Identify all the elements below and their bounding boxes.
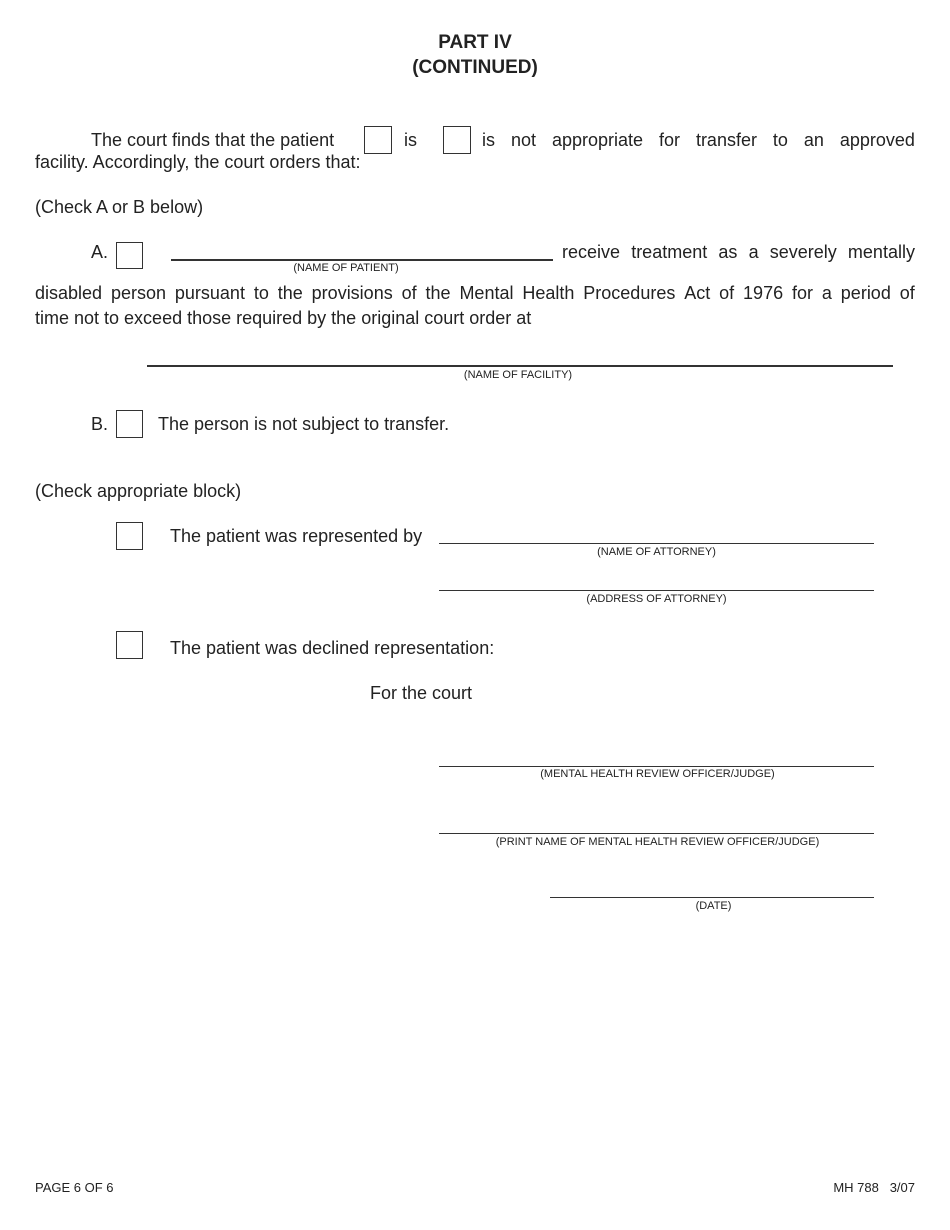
- finding-is: is: [404, 130, 417, 150]
- attorney-name-line[interactable]: [439, 543, 874, 544]
- finding-intro: The court finds that the patient: [91, 130, 335, 150]
- option-b-text: The person is not subject to transfer.: [158, 414, 450, 434]
- represented-text: The patient was represented by: [170, 526, 423, 546]
- option-b-label: B.: [91, 414, 109, 434]
- represented-checkbox[interactable]: [116, 522, 143, 550]
- form-id: MH 788 3/07: [833, 1180, 915, 1195]
- is-appropriate-checkbox[interactable]: [364, 126, 392, 154]
- option-b-checkbox[interactable]: [116, 410, 143, 438]
- facility-name-caption: (NAME OF FACILITY): [463, 369, 573, 381]
- check-block-instruction: (Check appropriate block): [35, 481, 242, 501]
- is-not-appropriate-checkbox[interactable]: [443, 126, 471, 154]
- date-caption: (DATE): [695, 900, 732, 912]
- finding-is-not-text: is not appropriate for transfer to an approved: [482, 130, 915, 150]
- option-a-body-line1: disabled person pursuant to the provisions of the Mental Health Procedures Act of 1976 for a period of: [35, 283, 915, 303]
- option-a-body-line2: time not to exceed those required by the original court order at: [35, 308, 532, 328]
- officer-signature-line[interactable]: [439, 766, 874, 767]
- page-title: PART IV: [438, 32, 512, 53]
- attorney-name-caption: (NAME OF ATTORNEY): [597, 546, 716, 558]
- date-line[interactable]: [550, 897, 874, 898]
- option-a-label: A.: [91, 242, 109, 262]
- option-a-checkbox[interactable]: [116, 242, 143, 269]
- declined-checkbox[interactable]: [116, 631, 143, 659]
- option-a-receive-text: receive treatment as a severely mentally: [562, 242, 915, 262]
- facility-name-line[interactable]: [147, 365, 893, 367]
- declined-text: The patient was declined representation:: [170, 638, 495, 658]
- patient-name-caption: (NAME OF PATIENT): [293, 262, 399, 274]
- page-subtitle: (CONTINUED): [412, 57, 538, 78]
- officer-signature-caption: (MENTAL HEALTH REVIEW OFFICER/JUDGE): [540, 768, 775, 780]
- check-a-or-b-instruction: (Check A or B below): [35, 197, 204, 217]
- attorney-address-line[interactable]: [439, 590, 874, 591]
- patient-name-line[interactable]: [171, 259, 553, 261]
- attorney-address-caption: (ADDRESS OF ATTORNEY): [586, 593, 727, 605]
- page-number: PAGE 6 OF 6: [35, 1180, 114, 1195]
- for-the-court-text: For the court: [370, 683, 473, 703]
- officer-print-name-caption: (PRINT NAME OF MENTAL HEALTH REVIEW OFFICER/JUDGE): [495, 836, 820, 848]
- finding-line2: facility. Accordingly, the court orders that:: [35, 152, 361, 172]
- officer-print-name-line[interactable]: [439, 833, 874, 834]
